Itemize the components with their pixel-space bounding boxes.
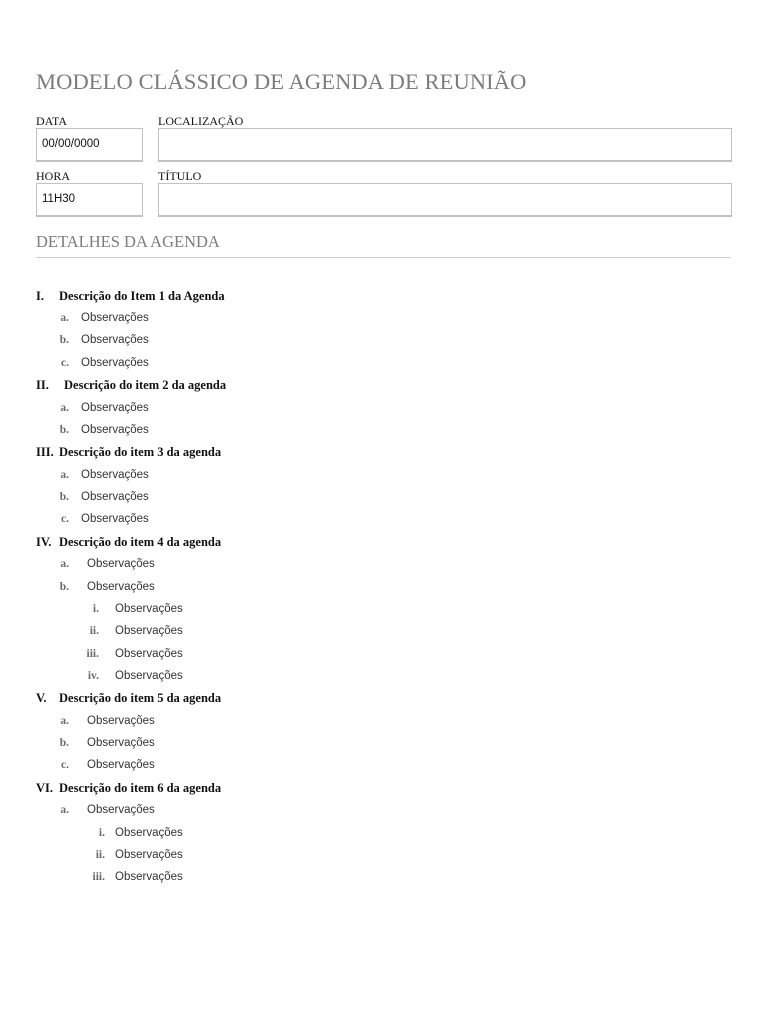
sub-sub-item-number: iv.	[87, 670, 99, 682]
item-description: Descrição do item 5 da agenda	[59, 691, 222, 705]
sub-sub-item-number: iii.	[86, 648, 99, 660]
item-description: Descrição do Item 1 da Agenda	[59, 289, 225, 303]
item-description: Descrição do item 4 da agenda	[59, 535, 222, 549]
item-description: Descrição do item 3 da agenda	[59, 445, 222, 459]
sub-item-text: Observações	[81, 334, 149, 346]
sub-item-text: Observações	[87, 759, 155, 771]
sub-item-number: a.	[60, 804, 69, 816]
data-label: DATA	[36, 114, 68, 128]
sub-item-text: Observações	[87, 715, 155, 727]
sub-item-number: b.	[59, 424, 69, 436]
section-title: DETALHES DA AGENDA	[36, 232, 220, 251]
hora-label: HORA	[36, 169, 71, 183]
hora-field[interactable]: 11H30	[36, 183, 143, 217]
sub-sub-item-number: ii.	[89, 625, 99, 637]
sub-sub-item-number: i.	[92, 603, 99, 615]
localizacao-field[interactable]	[158, 128, 732, 162]
sub-item-number: b.	[59, 491, 69, 503]
sub-item-text: Observações	[81, 513, 149, 525]
sub-item-number: a.	[60, 558, 69, 570]
item-number: IV.	[36, 535, 52, 549]
titulo-label: TÍTULO	[158, 169, 202, 183]
sub-sub-item-text: Observações	[115, 603, 183, 615]
item-number: II.	[36, 378, 49, 392]
sub-item-number: b.	[59, 581, 69, 593]
item-description: Descrição do item 2 da agenda	[64, 378, 227, 392]
sub-item-number: c.	[61, 759, 69, 771]
sub-sub-item-text: Observações	[115, 625, 183, 637]
item-number: I.	[36, 289, 44, 303]
sub-item-text: Observações	[81, 469, 149, 481]
sub-item-text: Observações	[81, 357, 149, 369]
sub-sub-item-number: iii.	[92, 871, 105, 883]
sub-sub-item-text: Observações	[115, 871, 183, 883]
sub-item-number: b.	[59, 737, 69, 749]
sub-item-number: b.	[59, 334, 69, 346]
sub-item-number: a.	[60, 715, 69, 727]
sub-item-number: c.	[61, 357, 69, 369]
titulo-field[interactable]	[158, 183, 732, 217]
sub-item-text: Observações	[87, 581, 155, 593]
sub-sub-item-number: i.	[98, 827, 105, 839]
section-divider	[36, 257, 731, 258]
sub-item-text: Observações	[81, 491, 149, 503]
sub-item-text: Observações	[87, 558, 155, 570]
sub-sub-item-number: ii.	[95, 849, 105, 861]
item-number: III.	[36, 445, 54, 459]
sub-sub-item-text: Observações	[115, 849, 183, 861]
sub-item-text: Observações	[81, 402, 149, 414]
sub-item-text: Observações	[81, 312, 149, 324]
sub-item-number: a.	[60, 402, 69, 414]
sub-sub-item-text: Observações	[115, 648, 183, 660]
sub-item-text: Observações	[87, 737, 155, 749]
sub-sub-item-text: Observações	[115, 670, 183, 682]
sub-item-text: Observações	[81, 424, 149, 436]
sub-item-text: Observações	[87, 804, 155, 816]
sub-item-number: c.	[61, 513, 69, 525]
document-title: MODELO CLÁSSICO DE AGENDA DE REUNIÃO	[36, 69, 527, 94]
sub-item-number: a.	[60, 312, 69, 324]
item-number: VI.	[36, 781, 54, 795]
sub-item-number: a.	[60, 469, 69, 481]
item-number: V.	[36, 691, 47, 705]
item-description: Descrição do item 6 da agenda	[59, 781, 222, 795]
data-field[interactable]: 00/00/0000	[36, 128, 143, 162]
localizacao-label: LOCALIZAÇÃO	[158, 114, 244, 128]
sub-sub-item-text: Observações	[115, 827, 183, 839]
